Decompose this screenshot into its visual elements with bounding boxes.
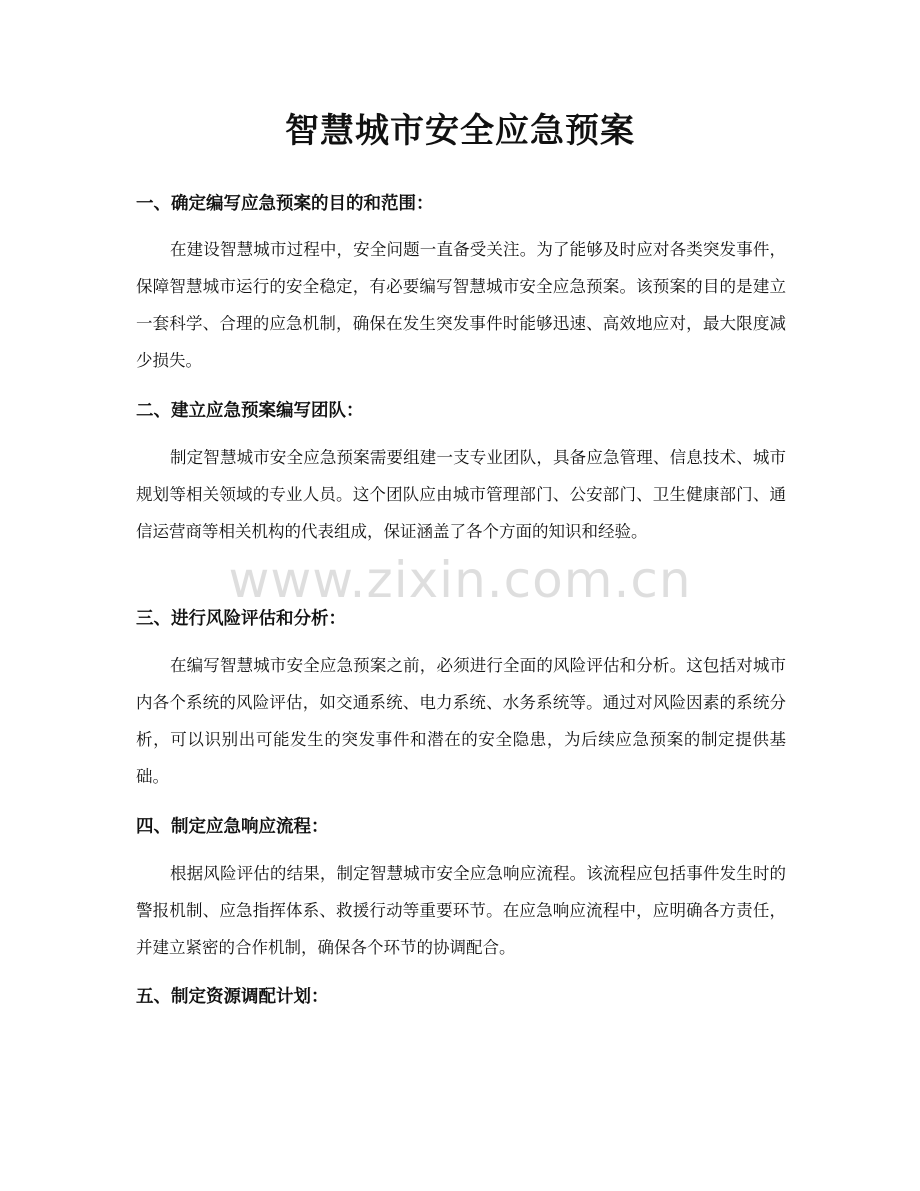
section-2-paragraph: 制定智慧城市安全应急预案需要组建一支专业团队，具备应急管理、信息技术、城市规划等相关领域的专业人员。这个团队应由城市管理部门、公安部门、卫生健康部门、通信运营商等相关机构的代表组成，保证涵盖了各个方面的知识和经验。 (136, 448, 786, 541)
section-1-paragraph: 在建设智慧城市过程中，安全问题一直备受关注。为了能够及时应对各类突发事件，保障智慧城市运行的安全稳定，有必要编写智慧城市安全应急预案。该预案的目的是建立一套科学、合理的应急机制，确保在发生突发事件时能够迅速、高效地应对，最大限度减少损失。 (136, 240, 786, 370)
section-3-heading: 三、进行风险评估和分析： (136, 609, 346, 629)
section-3-paragraph: 在编写智慧城市安全应急预案之前，必须进行全面的风险评估和分析。这包括对城市内各个系统的风险评估，如交通系统、电力系统、水务系统等。通过对风险因素的系统分析，可以识别出可能发生的突发事件和潜在的安全隐患，为后续应急预案的制定提供基础。 (136, 656, 786, 786)
section-4-paragraph: 根据风险评估的结果，制定智慧城市安全应急响应流程。该流程应包括事件发生时的警报机制、应急指挥体系、救援行动等重要环节。在应急响应流程中，应明确各方责任，并建立紧密的合作机制，确保各个环节的协调配合。 (136, 864, 786, 957)
page-title: 智慧城市安全应急预案 (285, 111, 635, 151)
watermark: www.zixin.com.cn (228, 551, 692, 609)
section-4-heading: 四、制定应急响应流程： (136, 817, 329, 837)
section-1-heading: 一、确定编写应急预案的目的和范围： (136, 194, 434, 214)
section-2-heading: 二、建立应急预案编写团队： (136, 401, 364, 421)
section-5-heading: 五、制定资源调配计划： (136, 987, 329, 1007)
